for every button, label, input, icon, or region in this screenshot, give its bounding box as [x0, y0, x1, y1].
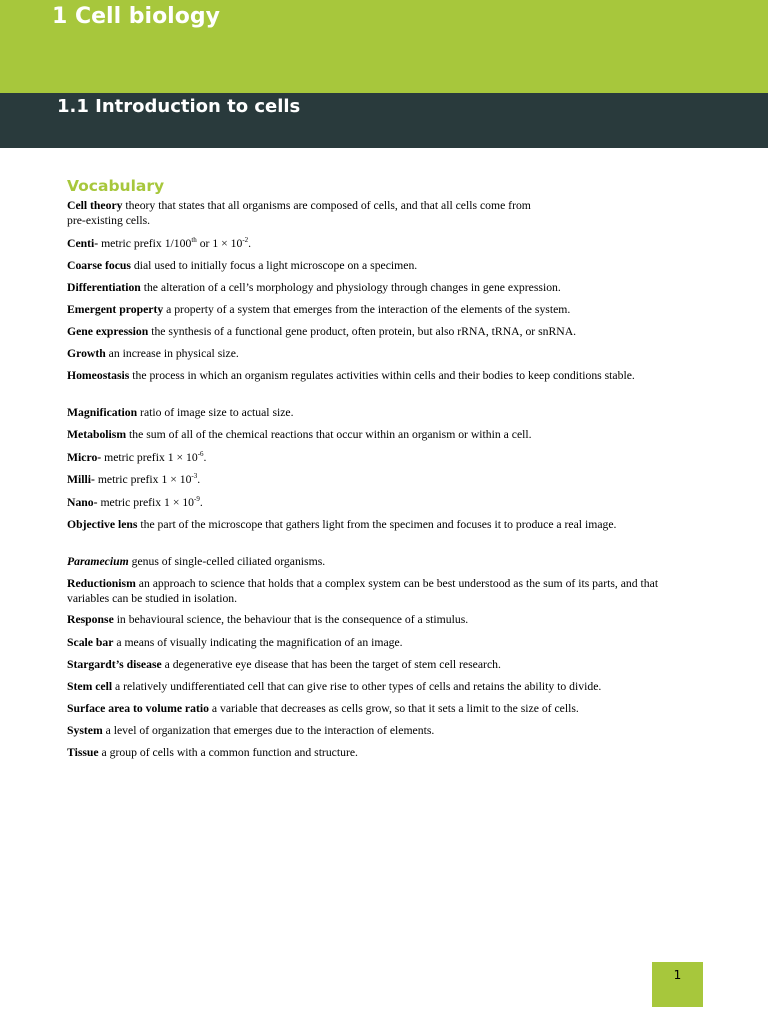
vocabulary-heading: Vocabulary: [67, 177, 165, 195]
vocab-term: Objective lens: [67, 518, 138, 531]
vocab-entry-reductionism: [67, 576, 697, 606]
vocab-definition: a group of cells with a common function and structure.: [98, 746, 358, 759]
vocab-entry-gene-expression: [67, 324, 697, 339]
vocab-term: Reductionism: [67, 577, 136, 590]
vocab-term: Nano-: [67, 496, 98, 509]
vocab-definition: ratio of image size to actual size.: [137, 406, 294, 419]
vocab-entry-metabolism: [67, 427, 697, 442]
vocab-entry-coarse-focus: [67, 258, 697, 273]
vocab-term: Cell theory: [67, 199, 123, 212]
vocab-definition: a property of a system that emerges from the interaction of the elements of the system.: [163, 303, 571, 316]
vocab-entry-milli: [67, 472, 697, 487]
vocab-definition: the process in which an organism regulates activities within cells and their bodies to keep conditions stable.: [129, 369, 635, 382]
vocab-term: Metabolism: [67, 428, 127, 441]
vocab-entry-emergent-property: [67, 302, 697, 317]
vocab-entry-cell-theory: [67, 198, 697, 228]
vocab-superscript: -6: [197, 450, 204, 459]
vocab-definition: dial used to initially focus a light microscope on a specimen.: [130, 259, 418, 272]
vocab-entry-differentiation: [67, 280, 697, 295]
vocab-entry-stargardts-disease: [67, 657, 697, 672]
vocab-definition-continued: pre-existing cells.: [67, 214, 151, 227]
vocab-superscript: th: [191, 236, 197, 245]
vocab-entry-centi: [67, 236, 697, 251]
vocab-entry-system: [67, 723, 697, 738]
vocab-definition: metric prefix 1 × 10: [94, 473, 192, 486]
vocab-definition: a degenerative eye disease that has been the target of stem cell research.: [161, 658, 501, 671]
vocab-term: Scale bar: [67, 636, 114, 649]
vocab-entry-magnification: [67, 405, 697, 420]
vocab-definition-end: .: [197, 473, 201, 486]
section-title: 1.1 Introduction to cells: [57, 96, 301, 117]
vocab-entry-micro: [67, 450, 697, 465]
vocab-definition: theory that states that all organisms are composed of cells, and that all cells come from: [122, 199, 531, 212]
vocab-definition: the sum of all of the chemical reactions that occur within an organism or within a cell.: [126, 428, 532, 441]
vocab-superscript: -9: [194, 495, 200, 504]
vocab-entry-tissue: [67, 745, 697, 760]
vocab-definition-end: .: [248, 237, 252, 250]
vocab-term: Response: [67, 613, 114, 626]
vocab-entry-scale-bar: [67, 635, 697, 650]
vocab-entry-objective-lens: [67, 517, 697, 532]
vocab-superscript: -2: [242, 236, 249, 245]
page-number: 1: [673, 968, 682, 982]
vocab-term: Stargardt’s disease: [67, 658, 162, 671]
vocab-entry-homeostasis: [67, 368, 697, 383]
vocab-entry-stem-cell: [67, 679, 697, 694]
vocab-term: Emergent property: [67, 303, 164, 316]
vocab-entry-response: [67, 612, 697, 627]
vocab-definition: the part of the microscope that gathers light from the specimen and focuses it to produce a real image.: [137, 518, 617, 531]
vocab-term: Centi-: [67, 237, 99, 250]
vocab-definition-end: .: [203, 451, 207, 464]
vocab-term: Magnification: [67, 406, 138, 419]
vocab-definition: a level of organization that emerges due to the interaction of elements.: [102, 724, 435, 737]
vocab-term: Surface area to volume ratio: [67, 702, 209, 715]
vocab-definition: a variable that decreases as cells grow, so that it sets a limit to the size of cells.: [208, 702, 579, 715]
vocab-term: Micro-: [67, 451, 102, 464]
vocab-superscript: -3: [191, 472, 198, 481]
vocab-term: Milli-: [67, 473, 95, 486]
vocab-term: Gene expression: [67, 325, 149, 338]
vocab-definition-middle: or 1 × 10: [196, 237, 243, 250]
vocab-definition: a means of visually indicating the magnification of an image.: [113, 636, 403, 649]
vocab-term: System: [67, 724, 103, 737]
vocab-definition: the alteration of a cell’s morphology and physiology through changes in gene expression.: [140, 281, 561, 294]
vocab-definition: the synthesis of a functional gene product, often protein, but also rRNA, tRNA, or snRNA.: [148, 325, 577, 338]
vocab-term: Growth: [67, 347, 106, 360]
vocab-definition: an approach to science that holds that a complex system can be best understood as the sum of its parts, and that variables can be studied in isolation.: [67, 577, 659, 605]
vocab-term: Tissue: [67, 746, 99, 759]
vocab-entry-surface-area-to-volume-ratio: [67, 701, 697, 716]
vocab-term: Stem cell: [67, 680, 113, 693]
vocab-entry-paramecium: [67, 554, 697, 569]
vocab-definition: genus of single-celled ciliated organisms.: [128, 555, 326, 568]
vocab-term: Differentiation: [67, 281, 141, 294]
vocab-definition: metric prefix 1/100: [98, 237, 192, 250]
vocab-definition: an increase in physical size.: [105, 347, 239, 360]
vocab-definition: metric prefix 1 × 10: [101, 451, 198, 464]
vocab-entry-nano: [67, 495, 697, 510]
vocab-definition: metric prefix 1 × 10: [97, 496, 195, 509]
vocab-term: Homeostasis: [67, 369, 130, 382]
vocab-definition-end: .: [199, 496, 203, 509]
vocab-term: Coarse focus: [67, 259, 131, 272]
vocab-term: Paramecium: [67, 555, 129, 568]
chapter-title: 1 Cell biology: [52, 4, 220, 29]
vocab-definition: in behavioural science, the behaviour that is the consequence of a stimulus.: [113, 613, 469, 626]
vocab-entry-growth: [67, 346, 697, 361]
vocab-definition: a relatively undifferentiated cell that can give rise to other types of cells and retains the ability to divide.: [112, 680, 602, 693]
